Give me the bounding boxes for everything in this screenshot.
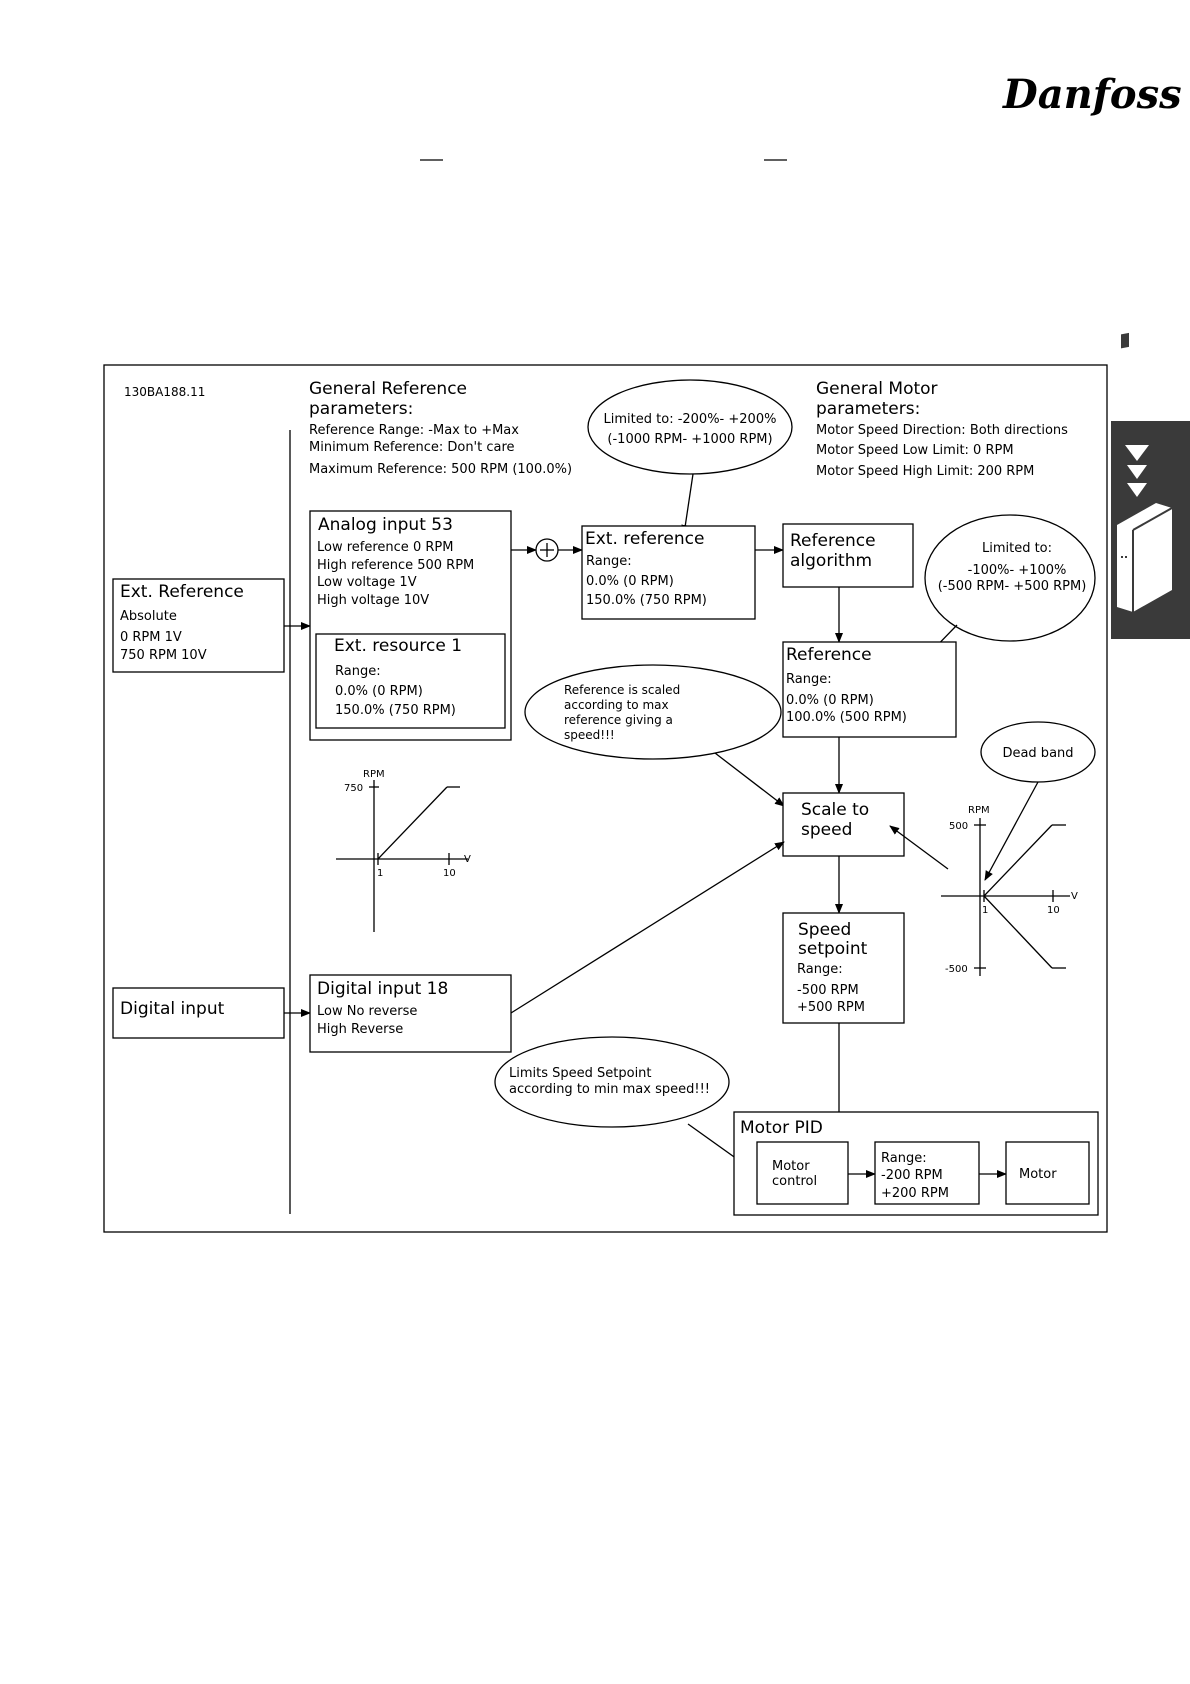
note-limits-line2: according to min max speed!!! — [509, 1082, 711, 1097]
speed-setpoint-box — [783, 913, 904, 1023]
motor-pid-title: Motor PID — [740, 1118, 823, 1138]
note-limits — [495, 1037, 729, 1127]
limited-ellipse-top — [588, 380, 792, 474]
ext-reference-input-title: Ext. Reference — [120, 582, 244, 602]
dead-band-label: Dead band — [1002, 746, 1074, 761]
general-motor-title-1: General Motor — [816, 379, 938, 399]
motor-label: Motor — [1019, 1167, 1057, 1182]
motor-range-line1: Range: — [881, 1151, 927, 1166]
speed-setpoint-line5: +500 RPM — [797, 1000, 865, 1015]
note-scaled-line2: according to max — [564, 698, 669, 712]
right-graph-y-tick-bottom: -500 — [945, 964, 968, 975]
scale-to-speed-line2: speed — [801, 820, 853, 840]
analog-input-line2: High reference 500 RPM — [317, 558, 475, 573]
ext-resource-box — [316, 634, 505, 728]
limited-right-line3: (-500 RPM- +500 RPM) — [937, 579, 1087, 594]
dead-band-ellipse — [981, 722, 1095, 782]
left-graph-y-label: RPM — [363, 769, 385, 780]
scale-to-speed-box — [783, 793, 904, 856]
reference-block — [783, 642, 956, 737]
general-reference-title-2: parameters: — [309, 399, 414, 419]
digital-input-box — [113, 988, 284, 1038]
speed-setpoint-line2: setpoint — [798, 939, 868, 959]
reference-algorithm-box — [783, 524, 913, 587]
digital-input-18-box — [310, 975, 511, 1052]
ext-reference-block-line3: 150.0% (750 RPM) — [586, 593, 707, 608]
maximum-reference-text: Maximum Reference: 500 RPM (100.0%) — [309, 462, 573, 477]
digital-input-18-line1: Low No reverse — [317, 1004, 418, 1019]
motor-control-line1: Motor — [772, 1159, 810, 1174]
right-graph-y-tick-top: 500 — [949, 821, 969, 832]
ext-resource-line1: Range: — [335, 664, 381, 679]
side-tab — [1111, 333, 1190, 639]
speed-setpoint-line4: -500 RPM — [797, 983, 859, 998]
limited-ellipse-right — [925, 515, 1095, 641]
ext-reference-block-line1: Range: — [586, 554, 632, 569]
right-graph-y-label: RPM — [968, 805, 990, 816]
reference-range-text: Reference Range: -Max to +Max — [309, 423, 519, 438]
ext-resource-line3: 150.0% (750 RPM) — [335, 703, 456, 718]
motor-range-line3: +200 RPM — [881, 1186, 949, 1201]
ext-reference-input-line3: 750 RPM 10V — [120, 648, 207, 663]
ext-resource-title: Ext. resource 1 — [334, 636, 463, 656]
limited-top-line1: Limited to: -200%- +200% — [603, 412, 777, 427]
motor-speed-high-limit-text: Motor Speed High Limit: 200 RPM — [816, 464, 1035, 479]
ext-reference-input-line2: 0 RPM 1V — [120, 630, 182, 645]
right-graph-x-tick1: 1 — [982, 905, 989, 916]
danfoss-logo — [1002, 71, 1182, 118]
left-graph-x-label: V — [464, 854, 471, 865]
left-graph-y-tick: 750 — [344, 783, 364, 794]
analog-input-line4: High voltage 10V — [317, 593, 430, 608]
note-scaled-line3: reference giving a — [564, 713, 673, 727]
minimum-reference-text: Minimum Reference: Don't care — [309, 440, 515, 455]
logo-text: Danfoss — [1003, 71, 1182, 118]
reference-algorithm-line1: Reference — [790, 531, 876, 551]
ext-reference-input-line1: Absolute — [120, 609, 177, 624]
reference-block-line3: 100.0% (500 RPM) — [786, 710, 907, 725]
reference-block-title: Reference — [786, 645, 872, 665]
note-limits-line1: Limits Speed Setpoint — [509, 1066, 652, 1081]
general-motor-title-2: parameters: — [816, 399, 921, 419]
reference-algorithm-line2: algorithm — [790, 551, 873, 571]
ext-resource-line2: 0.0% (0 RPM) — [335, 684, 423, 699]
summing-junction-icon — [536, 539, 558, 561]
reference-block-line1: Range: — [786, 672, 832, 687]
digital-input-18-title: Digital input 18 — [317, 979, 449, 999]
ext-reference-block-title: Ext. reference — [585, 529, 705, 549]
speed-setpoint-line1: Speed — [798, 920, 852, 940]
ext-reference-block — [582, 526, 755, 619]
limited-right-line1: Limited to: — [981, 541, 1053, 556]
figure-id: 130BA188.11 — [124, 385, 206, 399]
note-scaled-line1: Reference is scaled — [564, 683, 681, 697]
general-reference-title-1: General Reference — [309, 379, 468, 399]
digital-input-label: Digital input — [120, 999, 225, 1019]
analog-input-title: Analog input 53 — [318, 515, 453, 535]
left-graph-x-tick2: 10 — [443, 868, 456, 879]
motor-range-line2: -200 RPM — [881, 1168, 943, 1183]
ext-reference-block-line2: 0.0% (0 RPM) — [586, 574, 674, 589]
left-graph-x-tick1: 1 — [377, 868, 384, 879]
ext-reference-input-box — [113, 579, 284, 672]
note-reference-scaled — [525, 665, 781, 759]
motor-speed-low-limit-text: Motor Speed Low Limit: 0 RPM — [816, 443, 1014, 458]
digital-input-18-line2: High Reverse — [317, 1022, 404, 1037]
analog-input-line3: Low voltage 1V — [317, 575, 417, 590]
speed-setpoint-line3: Range: — [797, 962, 843, 977]
motor-control-line2: control — [772, 1174, 818, 1189]
reference-block-line2: 0.0% (0 RPM) — [786, 693, 874, 708]
limited-right-line2: -100%- +100% — [967, 563, 1067, 578]
motor-speed-direction-text: Motor Speed Direction: Both directions — [816, 423, 1068, 438]
limited-top-line2: (-1000 RPM- +1000 RPM) — [607, 432, 773, 447]
right-graph-x-label: V — [1071, 891, 1078, 902]
analog-input-line1: Low reference 0 RPM — [317, 540, 454, 555]
right-graph-x-tick2: 10 — [1047, 905, 1060, 916]
motor-pid-box — [734, 1112, 1098, 1215]
scale-to-speed-line1: Scale to — [801, 800, 870, 820]
note-scaled-line4: speed!!! — [564, 728, 615, 742]
